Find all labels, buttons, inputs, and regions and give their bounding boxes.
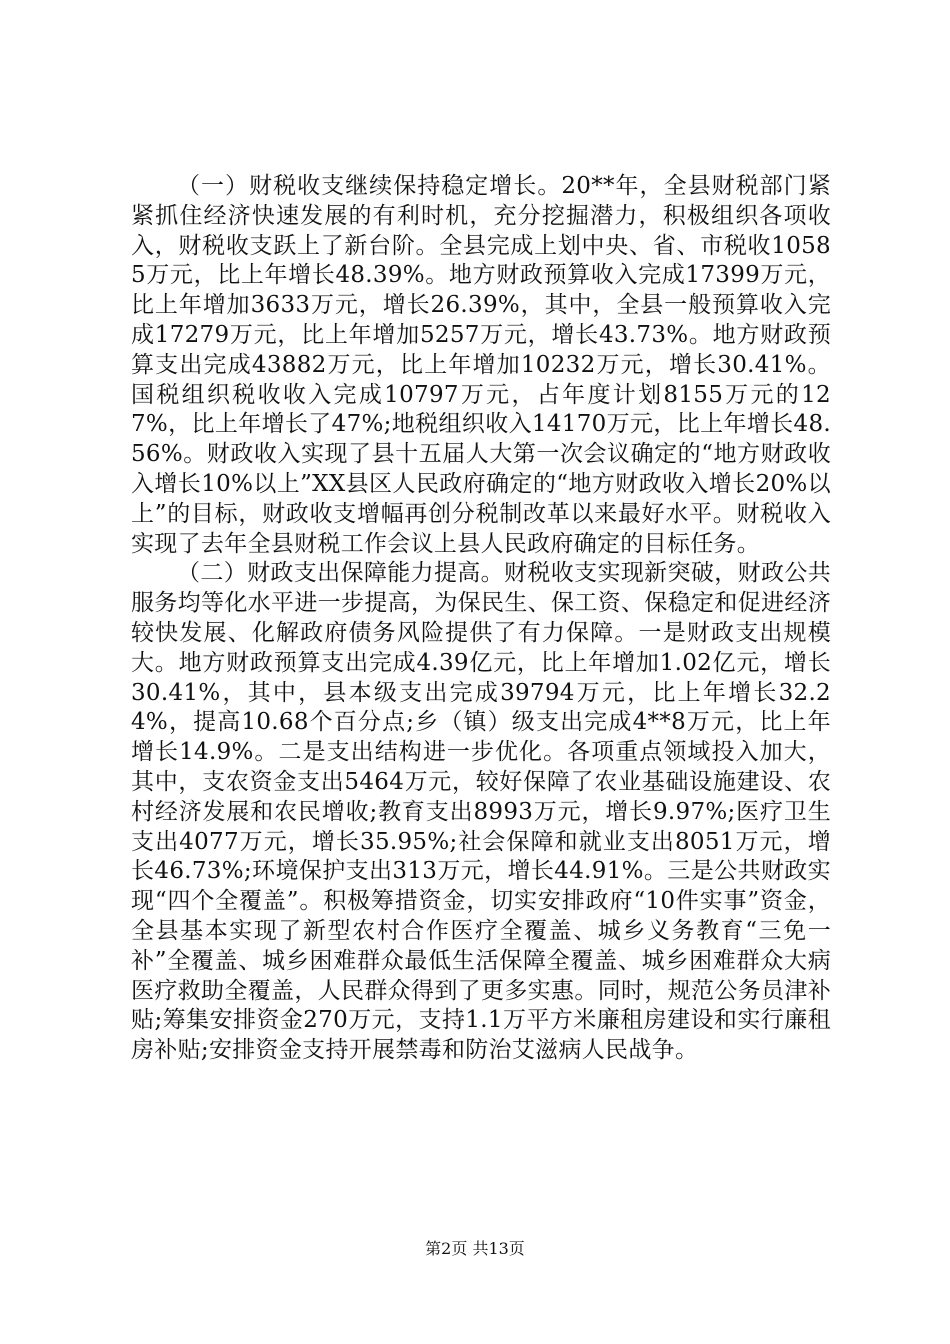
- paragraph-fiscal-expenditure: （二）财政支出保障能力提高。财税收支实现新突破，财政公共服务均等化水平进一步提高，为保民生、保工资、保稳定和促进经济较快发展、化解政府债务风险提供了有力保障。一是财政支出规模大。地方财政预算支出完成4.39亿元，比上年增加1.02亿元，增长30.41%，其中，县本级支出完成39794万元，比上年增长32.24%，提高10.68个百分点;乡（镇）级支出完成4**8万元，比上年增长14.9%。二是支出结构进一步优化。各项重点领域投入加大，其中，支农资金支出5464万元，较好保障了农业基础设施建设、农村经济发展和农民增收;教育支出8993万元，增长9.97%;医疗卫生支出4077万元，增长35.95%;社会保障和就业支出8051万元，增长46.73%;环境保护支出313万元，增长44.91%。三是公共财政实现“四个全覆盖”。积极筹措资金，切实安排政府“10件实事”资金，全县基本实现了新型农村合作医疗全覆盖、城乡义务教育“三免一补”全覆盖、城乡困难群众最低生活保障全覆盖、城乡困难群众大病医疗救助全覆盖，人民群众得到了更多实惠。同时，规范公务员津补贴;筹集安排资金270万元，支持1.1万平方米廉租房建设和实行廉租房补贴;安排资金支持开展禁毒和防治艾滋病人民战争。: [131, 560, 831, 1064]
- page-footer: [0, 1238, 950, 1260]
- page-number-label: 第2页 共13页: [425, 1239, 525, 1258]
- document-body: [131, 172, 831, 1066]
- paragraph-fiscal-revenue: （一）财税收支继续保持稳定增长。20**年，全县财税部门紧紧抓住经济快速发展的有利时机，充分挖掘潜力，积极组织各项收入，财税收支跃上了新台阶。全县完成上划中央、省、市税收10585万元，比上年增长48.39%。地方财政预算收入完成17399万元，比上年增加3633万元，增长26.39%，其中，全县一般预算收入完成17279万元，比上年增加5257万元，增长43.73%。地方财政预算支出完成43882万元，比上年增加10232万元，增长30.41%。国税组织税收收入完成10797万元，占年度计划8155万元的127%，比上年增长了47%;地税组织收入14170万元，比上年增长48.56%。财政收入实现了县十五届人大第一次会议确定的“地方财政收入增长10%以上”XX县区人民政府确定的“地方财政收入增长20%以上”的目标，财政收支增幅再创分税制改革以来最好水平。财税收入实现了去年全县财税工作会议上县人民政府确定的目标任务。: [131, 173, 831, 557]
